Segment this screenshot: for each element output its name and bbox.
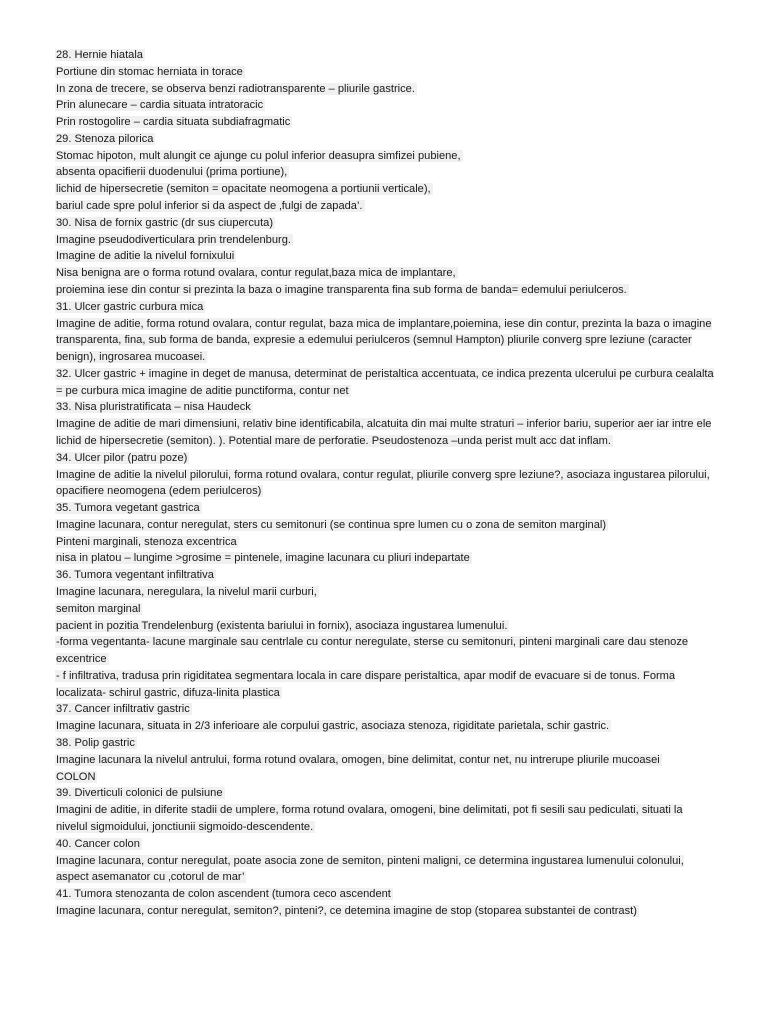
document-line bbox=[56, 718, 716, 735]
document-line-text: Portiune din stomac herniata in torace bbox=[56, 65, 243, 78]
document-line bbox=[56, 450, 716, 467]
document-line-text: Imagine lacunara la nivelul antrului, forma rotund ovalara, omogen, bine delimitat, contur net, nu intrerupe pliurile mucoasei bbox=[56, 753, 660, 766]
document-line bbox=[56, 735, 716, 752]
document-line-text: Pinteni marginali, stenoza excentrica bbox=[56, 535, 237, 548]
document-line bbox=[56, 517, 716, 534]
document-line-text: 30. Nisa de fornix gastric (dr sus ciupercuta) bbox=[56, 216, 274, 229]
document-line bbox=[56, 399, 716, 416]
document-line-text: 37. Cancer infiltrativ gastric bbox=[56, 703, 190, 716]
document-line bbox=[56, 467, 716, 501]
document-line bbox=[56, 299, 716, 316]
document-line bbox=[56, 248, 716, 265]
document-line-text: 31. Ulcer gastric curbura mica bbox=[56, 300, 204, 313]
document-line-text: Prin rostogolire – cardia situata subdiafragmatic bbox=[56, 116, 291, 129]
document-line-text: 39. Diverticuli colonici de pulsiune bbox=[56, 787, 223, 800]
document-line bbox=[56, 836, 716, 853]
document-line-text: Imagine lacunara, neregulara, la nivelul marii curburi, bbox=[56, 586, 317, 598]
document-line-text: 28. Hernie hiatala bbox=[56, 49, 143, 61]
document-line-text: 36. Tumora vegentant infiltrativa bbox=[56, 569, 214, 582]
document-line bbox=[56, 601, 716, 618]
document-line-text: Imagini de aditie, in diferite stadii de umplere, forma rotund ovalara, omogeni, bine delimitati, pot fi sesili sau pediculati, situati la nivelul sigmoidului, jonctiunii sigmoido-descendente. bbox=[56, 804, 683, 833]
document-line bbox=[56, 668, 716, 702]
document-line-text: Imagine lacunara, contur neregulat, sters cu semitonuri (se continua spre lumen cu o zona de semiton marginal) bbox=[56, 518, 607, 531]
document-line bbox=[56, 265, 716, 282]
document-line bbox=[56, 215, 716, 232]
document-line bbox=[56, 282, 716, 299]
document-line bbox=[56, 534, 716, 551]
document-line-text: Imagine lacunara, situata in 2/3 inferioare ale corpului gastric, asociaza stenoza, rigiditate parietala, schir gastric. bbox=[56, 720, 610, 733]
document-line-text: Imagine pseudodiverticulara prin trendelenburg. bbox=[56, 233, 291, 246]
document-line-text: 29. Stenoza pilorica bbox=[56, 132, 154, 145]
document-line bbox=[56, 701, 716, 718]
document-line bbox=[56, 47, 716, 64]
document-line bbox=[56, 785, 716, 802]
document-line-text: 34. Ulcer pilor (patru poze) bbox=[56, 451, 188, 464]
document-line bbox=[56, 802, 716, 836]
document-line-text: Imagine de aditie la nivelul fornixului bbox=[56, 250, 235, 263]
document-line-text: 40. Cancer colon bbox=[56, 837, 140, 850]
document-line-text: In zona de trecere, se observa benzi radiotransparente – pliurile gastrice. bbox=[56, 82, 415, 95]
document-line bbox=[56, 164, 716, 181]
document-body bbox=[56, 47, 716, 920]
document-line bbox=[56, 500, 716, 517]
document-line bbox=[56, 131, 716, 148]
document-line bbox=[56, 148, 716, 165]
document-line bbox=[56, 550, 716, 567]
document-line-text: 41. Tumora stenozanta de colon ascendent (tumora ceco ascendent bbox=[56, 888, 391, 901]
document-line-text: Stomac hipoton, mult alungit ce ajunge cu polul inferior deasupra simfizei pubiene, bbox=[56, 149, 461, 162]
document-line-text: nisa in platou – lungime >grosime = pintenele, imagine lacunara cu pliuri indepartate bbox=[56, 552, 470, 565]
document-line-text: bariul cade spre polul inferior si da aspect de ‚fulgi de zapada’. bbox=[56, 200, 363, 213]
document-line bbox=[56, 886, 716, 903]
document-line bbox=[56, 853, 716, 887]
document-line bbox=[56, 316, 716, 366]
document-line bbox=[56, 567, 716, 584]
document-line-text: 38. Polip gastric bbox=[56, 737, 135, 750]
document-line bbox=[56, 584, 716, 601]
document-line-text: semiton marginal bbox=[56, 602, 141, 615]
document-line-text: COLON bbox=[56, 770, 96, 783]
document-line bbox=[56, 769, 716, 786]
document-line bbox=[56, 752, 716, 769]
document-line-text: proiemina iese din contur si prezinta la baza o imagine transparenta fina sub forma de banda= edemului periulceros. bbox=[56, 283, 627, 296]
document-line-text: Nisa benigna are o forma rotund ovalara, contur regulat,baza mica de implantare, bbox=[56, 267, 456, 280]
document-line-text: 32. Ulcer gastric + imagine in deget de manusa, determinat de peristaltica accentuata, ce indica prezenta ulcerului pe curbura cealalta = pe curbura mica imagine de aditie punctiforma, contur net bbox=[56, 367, 714, 397]
document-line bbox=[56, 366, 716, 400]
document-line-text: Imagine lacunara, contur neregulat, semiton?, pinteni?, ce detemina imagine de stop (stoparea substantei de contrast) bbox=[56, 904, 637, 917]
document-line-text: Prin alunecare – cardia situata intratoracic bbox=[56, 99, 264, 112]
document-line-text: lichid de hipersecretie (semiton = opacitate neomogena a portiunii verticale), bbox=[56, 183, 431, 196]
document-line bbox=[56, 634, 716, 668]
document-line bbox=[56, 618, 716, 635]
document-line bbox=[56, 64, 716, 81]
document-line bbox=[56, 416, 716, 450]
document-line bbox=[56, 81, 716, 98]
document-line-text: Imagine lacunara, contur neregulat, poate asocia zone de semiton, pinteni maligni, ce determina ingustarea lumenului colonului, aspect asemanator cu ‚cotorul de mar’ bbox=[56, 854, 684, 884]
document-line bbox=[56, 232, 716, 249]
document-line-text: absenta opacifierii duodenului (prima portiune), bbox=[56, 166, 288, 179]
document-line-text: Imagine de aditie, forma rotund ovalara, contur regulat, baza mica de implantare,poiemina, iese din contur, prezinta la baza o imagine transparenta, fina, sub forma de banda, expresie a edemului periulceros (semnul Hampton) pliurile converg spre leziune (caracter benign), ingrosarea mucoasei. bbox=[56, 317, 712, 364]
document-line bbox=[56, 181, 716, 198]
document-line-text: -forma vegentanta- lacune marginale sau centrlale cu contur neregulate, sterse cu semitonuri, pinteni marginali care dau stenoze excentrice bbox=[56, 636, 689, 666]
document-line bbox=[56, 903, 716, 920]
document-line-text: Imagine de aditie de mari dimensiuni, relativ bine identificabila, alcatuita din mai multe straturi – inferior bariu, superior aer iar intre ele lichid de hipersecretie (semiton). ). Potential mare de perforatie. Pseudostenoza –unda perist mult acc dat inflam. bbox=[56, 418, 712, 447]
document-line bbox=[56, 198, 716, 215]
document-line-text: - f infiltrativa, tradusa prin rigiditatea segmentara locala in care dispare peristaltica, apar modif de evacuare si de tonus. Forma localizata- schirul gastric, difuza-linita plastica bbox=[56, 669, 676, 699]
document-line-text: Imagine de aditie la nivelul pilorului, forma rotund ovalara, contur regulat, pliurile converg spre leziune?, asociaza ingustarea pilorului, opacifiere neomogena (edem periulceros) bbox=[56, 468, 710, 498]
document-line-text: 33. Nisa pluristratificata – nisa Haudeck bbox=[56, 401, 251, 414]
document-line bbox=[56, 97, 716, 114]
document-line bbox=[56, 114, 716, 131]
document-line-text: 35. Tumora vegetant gastrica bbox=[56, 502, 200, 515]
document-line-text: pacient in pozitia Trendelenburg (existenta bariului in fornix), asociaza ingustarea lumenului. bbox=[56, 619, 508, 632]
